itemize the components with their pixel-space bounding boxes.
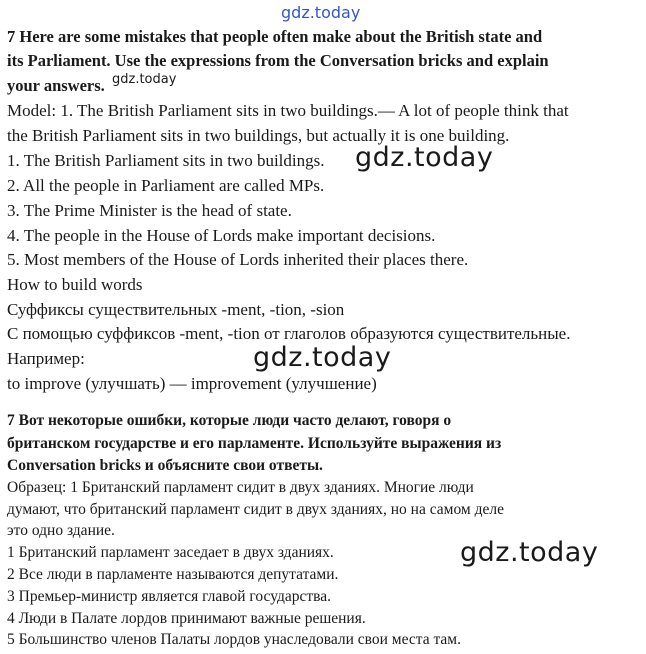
model-line-2: the British Parliament sits in two buildings, but actually it is one building. <box>7 126 510 145</box>
ru-model-line-2: думают, что британский парламент сидит в двух зданиях, но на самом деле <box>7 501 504 518</box>
model-line-1: Model: 1. The British Parliament sits in two buildings.— A lot of people think that <box>7 101 569 120</box>
ru-item-5: 5 Большинство членов Палаты лордов унаследовали свои места там. <box>7 631 461 648</box>
item-1: 1. The British Parliament sits in two buildings. <box>7 151 325 170</box>
ru-item-1: 1 Британский парламент заседает в двух зданиях. <box>7 544 334 561</box>
task-heading-line-3: your answers. <box>7 76 105 95</box>
ru-item-4: 4 Люди в Палате лордов принимают важные решения. <box>7 610 366 627</box>
ru-item-3: 3 Премьер-министр является главой государства. <box>7 588 332 605</box>
watermark-large-3: gdz.today <box>460 537 599 568</box>
word-building-rule: С помощью суффиксов -ment, -tion от глаголов образуются существительные. <box>7 324 571 343</box>
word-building-example: to improve (улучшать) — improvement (улучшение) <box>7 374 377 393</box>
item-5: 5. Most members of the House of Lords inherited their places there. <box>7 250 469 269</box>
ru-model-line-1: Образец: 1 Британский парламент сидит в двух зданиях. Многие люди <box>7 479 474 496</box>
ru-task-heading-line-3: Conversation bricks и объясните свои ответы. <box>7 457 323 474</box>
task-heading-line-2: its Parliament. Use the expressions from the Conversation bricks and explain <box>7 51 549 70</box>
watermark-large-2: gdz.today <box>253 342 392 373</box>
watermark-large-1: gdz.today <box>355 142 494 173</box>
ru-task-heading-line-1: 7 Вот некоторые ошибки, которые люди часто делают, говоря о <box>7 412 452 429</box>
item-3: 3. The Prime Minister is the head of state. <box>7 201 292 220</box>
ru-item-2: 2 Все люди в парламенте называются депутатами. <box>7 566 339 583</box>
task-heading-line-1: 7 Here are some mistakes that people often make about the British state and <box>7 27 543 46</box>
watermark-small: gdz.today <box>112 72 177 87</box>
word-building-example-label: Например: <box>7 349 85 368</box>
item-2: 2. All the people in Parliament are called MPs. <box>7 176 325 195</box>
watermark-top: gdz.today <box>281 3 361 22</box>
item-4: 4. The people in the House of Lords make important decisions. <box>7 226 436 245</box>
ru-model-line-3: это одно здание. <box>7 522 115 539</box>
word-building-title: How to build words <box>7 275 143 294</box>
ru-task-heading-line-2: британском государстве и его парламенте. Используйте выражения из <box>7 435 502 452</box>
word-building-suffixes: Суффиксы существительных -ment, -tion, -sion <box>7 300 345 319</box>
